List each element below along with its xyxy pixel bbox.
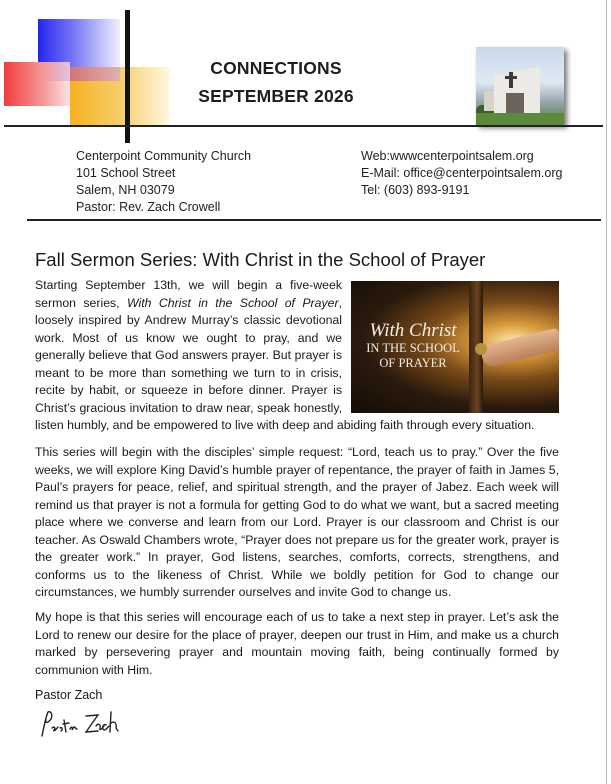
article-paragraph-2 bbox=[35, 444, 559, 602]
promo-hand bbox=[480, 328, 559, 369]
series-title-italic: With Christ in the School of Prayer bbox=[126, 295, 339, 310]
church-name: Centerpoint Community Church bbox=[76, 149, 252, 163]
paragraph-3-text: My hope is that this series will encourage each of us to take a next step in prayer. Let’s ask the Lord to renew our desire for the place of prayer, deepen our trust in Him, and make us a church marked by persevering prayer and mountain moving faith, being continually formed by communion with Him. bbox=[35, 610, 559, 677]
church-address-block bbox=[76, 148, 251, 216]
paragraph-1-rest: , loosely inspired by Andrew Murray’s classic devotional work. Most of us know we ought to pray, and we generally believe that God answers prayer. But prayer is meant to be more than something we turn to in crisis, recite by habit, or squeeze in before dinner. Prayer is Christ’s gracious invitation to draw near, speak honestly, listen humbly, and be empowered to live with deep and abiding faith through every situation. bbox=[35, 295, 535, 432]
sermon-series-image bbox=[351, 281, 559, 413]
handwritten-signature bbox=[38, 708, 128, 749]
newsletter-date: SEPTEMBER 2026 bbox=[198, 86, 354, 106]
promo-text-line1: With Christ bbox=[369, 320, 457, 341]
sign-off: Pastor Zach bbox=[35, 688, 103, 702]
newsletter-title: CONNECTIONS bbox=[210, 58, 342, 78]
paragraph-2-text: This series will begin with the disciples’ simple request: “Lord, teach us to pray.” Over the five weeks, we will explore King David’s humble prayer of repentance, the prayer of faith in James 5, Paul’s prayers for peace, relief, and spiritual strength, and the prayer of Jabez. Each week will remind us that prayer is not a formula for getting God to do what we want, but a sacred meeting place where we converse and learn from our Lord. Prayer is our classroom and Christ is our teacher. As Oswald Chambers wrote, “Prayer does not prepare us for the greater work, prayer is the greater work.” In prayer, God listens, searches, comforts, corrects, strengthens, and conforms us to the likeness of Christ. While we boldly petition for God to change our circumstances, we humbly surrender ourselves and invite God to change us. bbox=[35, 445, 559, 599]
photo-church-entrance bbox=[506, 93, 524, 113]
promo-text-line2: IN THE SCHOOL bbox=[366, 341, 460, 355]
logo-overlap-blend bbox=[70, 67, 120, 81]
article-paragraph-1 bbox=[35, 277, 559, 435]
header-divider bbox=[4, 125, 603, 127]
article-heading: Fall Sermon Series: With Christ in the School of Prayer bbox=[35, 249, 486, 270]
contact-divider bbox=[27, 219, 601, 221]
signature-scribble-icon bbox=[38, 708, 128, 744]
church-pastor: Pastor: Rev. Zach Crowell bbox=[76, 200, 221, 214]
church-city: Salem, NH 03079 bbox=[76, 183, 175, 197]
article-paragraph-3 bbox=[35, 609, 559, 679]
church-street: 101 School Street bbox=[76, 166, 176, 180]
door-knob-icon bbox=[475, 343, 487, 355]
page-edge bbox=[606, 0, 607, 784]
church-photo bbox=[476, 47, 564, 125]
church-contact-block bbox=[361, 148, 562, 199]
cross-icon bbox=[509, 72, 513, 88]
church-email[interactable]: E-Mail: office@centerpointsalem.org bbox=[361, 166, 563, 180]
promo-text-line3: OF PRAYER bbox=[379, 356, 447, 370]
church-phone: Tel: (603) 893-9191 bbox=[361, 183, 470, 197]
church-website[interactable]: Web:wwwcenterpointsalem.org bbox=[361, 149, 534, 163]
photo-lawn bbox=[476, 113, 564, 125]
promo-text bbox=[357, 321, 469, 371]
logo-red-square bbox=[4, 62, 70, 106]
paragraph-1-start: Starting September 13th, we will begin a five-week sermon series, bbox=[35, 278, 342, 310]
logo-vertical-bar bbox=[125, 10, 130, 143]
